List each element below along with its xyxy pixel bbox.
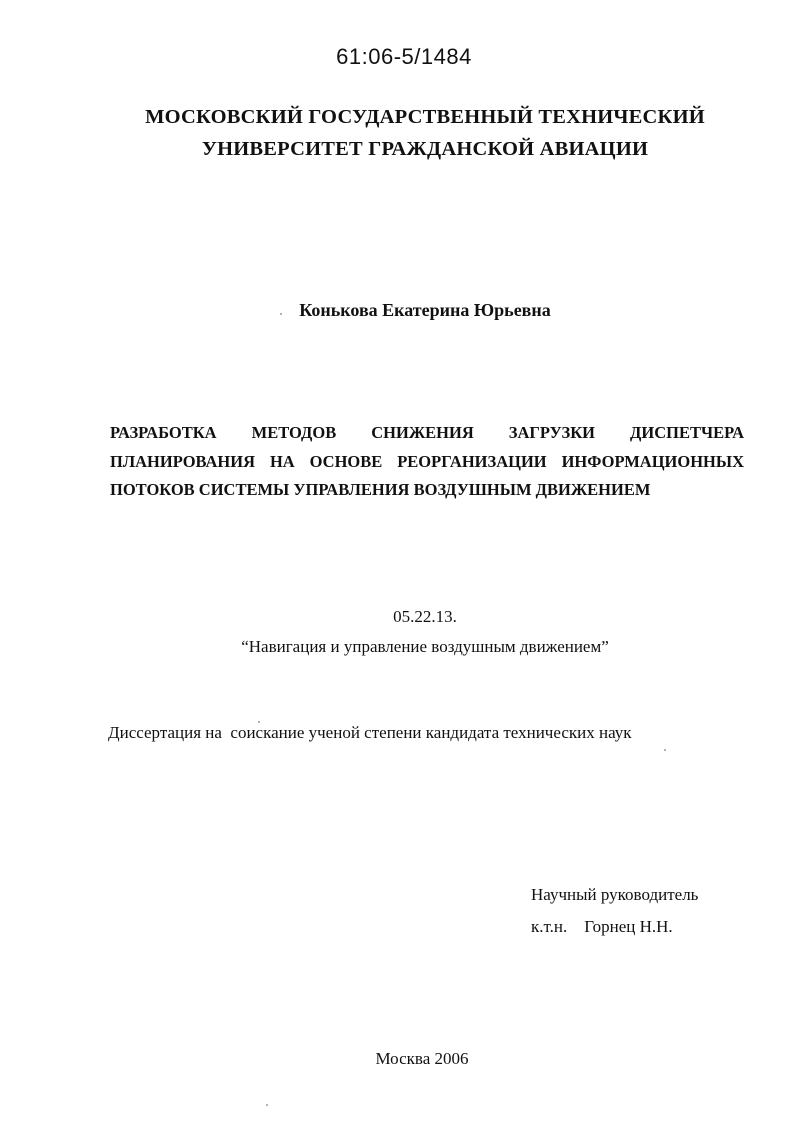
supervisor-name: к.т.н. Горнец Н.Н. xyxy=(531,917,673,936)
specialty-code: 05.22.13. xyxy=(393,607,457,626)
scan-speck xyxy=(280,313,282,315)
scan-speck xyxy=(258,721,260,723)
thesis-title-line-3: ПОТОКОВ СИСТЕМЫ УПРАВЛЕНИЯ ВОЗДУШНЫМ ДВИЖЕНИЕМ xyxy=(110,480,651,499)
city-and-year: Москва 2006 xyxy=(375,1049,469,1068)
author-name: Конькова Екатерина Юрьевна xyxy=(299,300,551,320)
scan-speck xyxy=(664,749,666,751)
specialty-name: “Навигация и управление воздушным движением” xyxy=(241,637,609,656)
university-name-line-1: МОСКОВСКИЙ ГОСУДАРСТВЕННЫЙ ТЕХНИЧЕСКИЙ xyxy=(145,106,705,128)
thesis-title-line-1: РАЗРАБОТКА МЕТОДОВ СНИЖЕНИЯ ЗАГРУЗКИ ДИСПЕТЧЕРА xyxy=(110,423,744,442)
degree-statement: Диссертация на соискание ученой степени кандидата технических наук xyxy=(108,723,632,742)
university-name-line-2: УНИВЕРСИТЕТ ГРАЖДАНСКОЙ АВИАЦИИ xyxy=(201,138,649,160)
supervisor-role: Научный руководитель xyxy=(531,885,699,904)
library-shelfmark: 61:06-5/1484 xyxy=(336,44,472,69)
thesis-title-line-2: ПЛАНИРОВАНИЯ НА ОСНОВЕ РЕОРГАНИЗАЦИИ ИНФОРМАЦИОННЫХ xyxy=(110,452,744,471)
scan-speck xyxy=(266,1104,268,1106)
